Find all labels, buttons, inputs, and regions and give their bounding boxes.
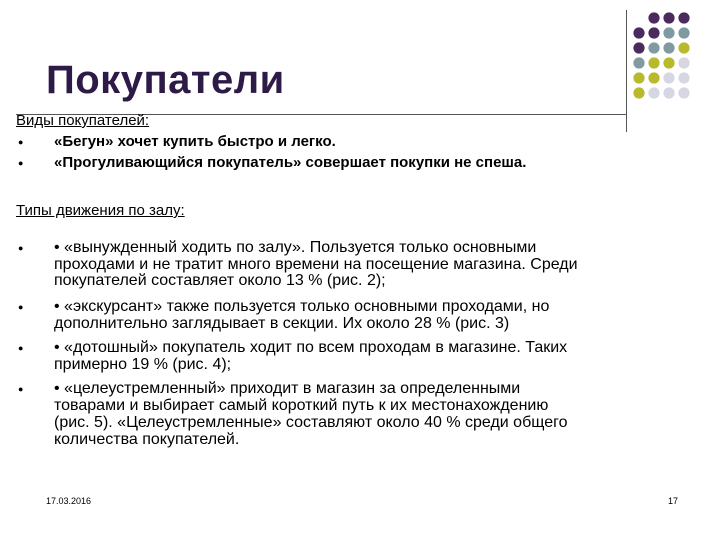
section1-item-text: «Прогуливающийся покупатель» совершает покупки не спеша. [54, 154, 527, 171]
section1-item-text: «Бегун» хочет купить быстро и легко. [54, 133, 336, 150]
decorative-dot [663, 12, 674, 23]
decorative-dot [648, 12, 659, 23]
bullet-icon: ● [18, 384, 24, 394]
section2-item-line: • «экскурсант» также пользуется только основными проходами, но [54, 298, 550, 315]
decorative-dot [648, 87, 659, 98]
section2-item-line: количества покупателей. [54, 431, 240, 448]
section1-heading: Виды покупателей: [16, 112, 150, 129]
section2-item-line: (рис. 5). «Целеустремленные» составляют около 40 % среди общего [54, 414, 568, 431]
section2-item-line: примерно 19 % (рис. 4); [54, 356, 232, 373]
decorative-dot [633, 27, 644, 38]
page-number: 17 [668, 496, 679, 506]
section2-item-line: • «целеустремленный» приходит в магазин за определенными [54, 380, 521, 397]
section2-item-line: покупателей составляет около 13 % (рис. 2); [54, 272, 386, 289]
decorative-dot [663, 57, 674, 68]
decorative-dot [678, 57, 689, 68]
decorative-dot [648, 57, 659, 68]
bullet-icon: ● [18, 137, 24, 147]
decorative-dot [648, 72, 659, 83]
section2-item-line: • «дотошный» покупатель ходит по всем проходам в магазине. Таких [54, 339, 568, 356]
decorative-dot [678, 72, 689, 83]
section2-heading: Типы движения по залу: [16, 202, 185, 219]
bullet-icon: ● [18, 243, 24, 253]
decorative-dot [633, 42, 644, 53]
section2-item-line: • «вынужденный ходить по залу». Пользуется только основными [54, 239, 537, 256]
decorative-dot [678, 42, 689, 53]
bullet-icon: ● [18, 302, 24, 312]
vertical-divider [626, 10, 627, 132]
decorative-dot [663, 42, 674, 53]
decorative-dot [663, 27, 674, 38]
decorative-dot [633, 87, 644, 98]
decorative-dot [678, 87, 689, 98]
decorative-dot [633, 57, 644, 68]
decorative-dot [648, 42, 659, 53]
decorative-dot [678, 27, 689, 38]
decorative-dot [663, 72, 674, 83]
bullet-icon: ● [18, 343, 24, 353]
section2-item-line: дополнительно заглядывает в секции. Их около 28 % (рис. 3) [54, 315, 510, 332]
decorative-dot [633, 72, 644, 83]
bullet-icon: ● [18, 158, 24, 168]
decorative-dot [678, 12, 689, 23]
footer-date: 17.03.2016 [46, 496, 92, 506]
decorative-dot [663, 87, 674, 98]
section2-item-line: товарами и выбирает самый короткий путь к их местонахождению [54, 397, 549, 414]
decorative-dot [648, 27, 659, 38]
section2-item-line: проходами и не тратит много времени на посещение магазина. Среди [54, 256, 578, 273]
slide-title: Покупатели [46, 58, 285, 102]
